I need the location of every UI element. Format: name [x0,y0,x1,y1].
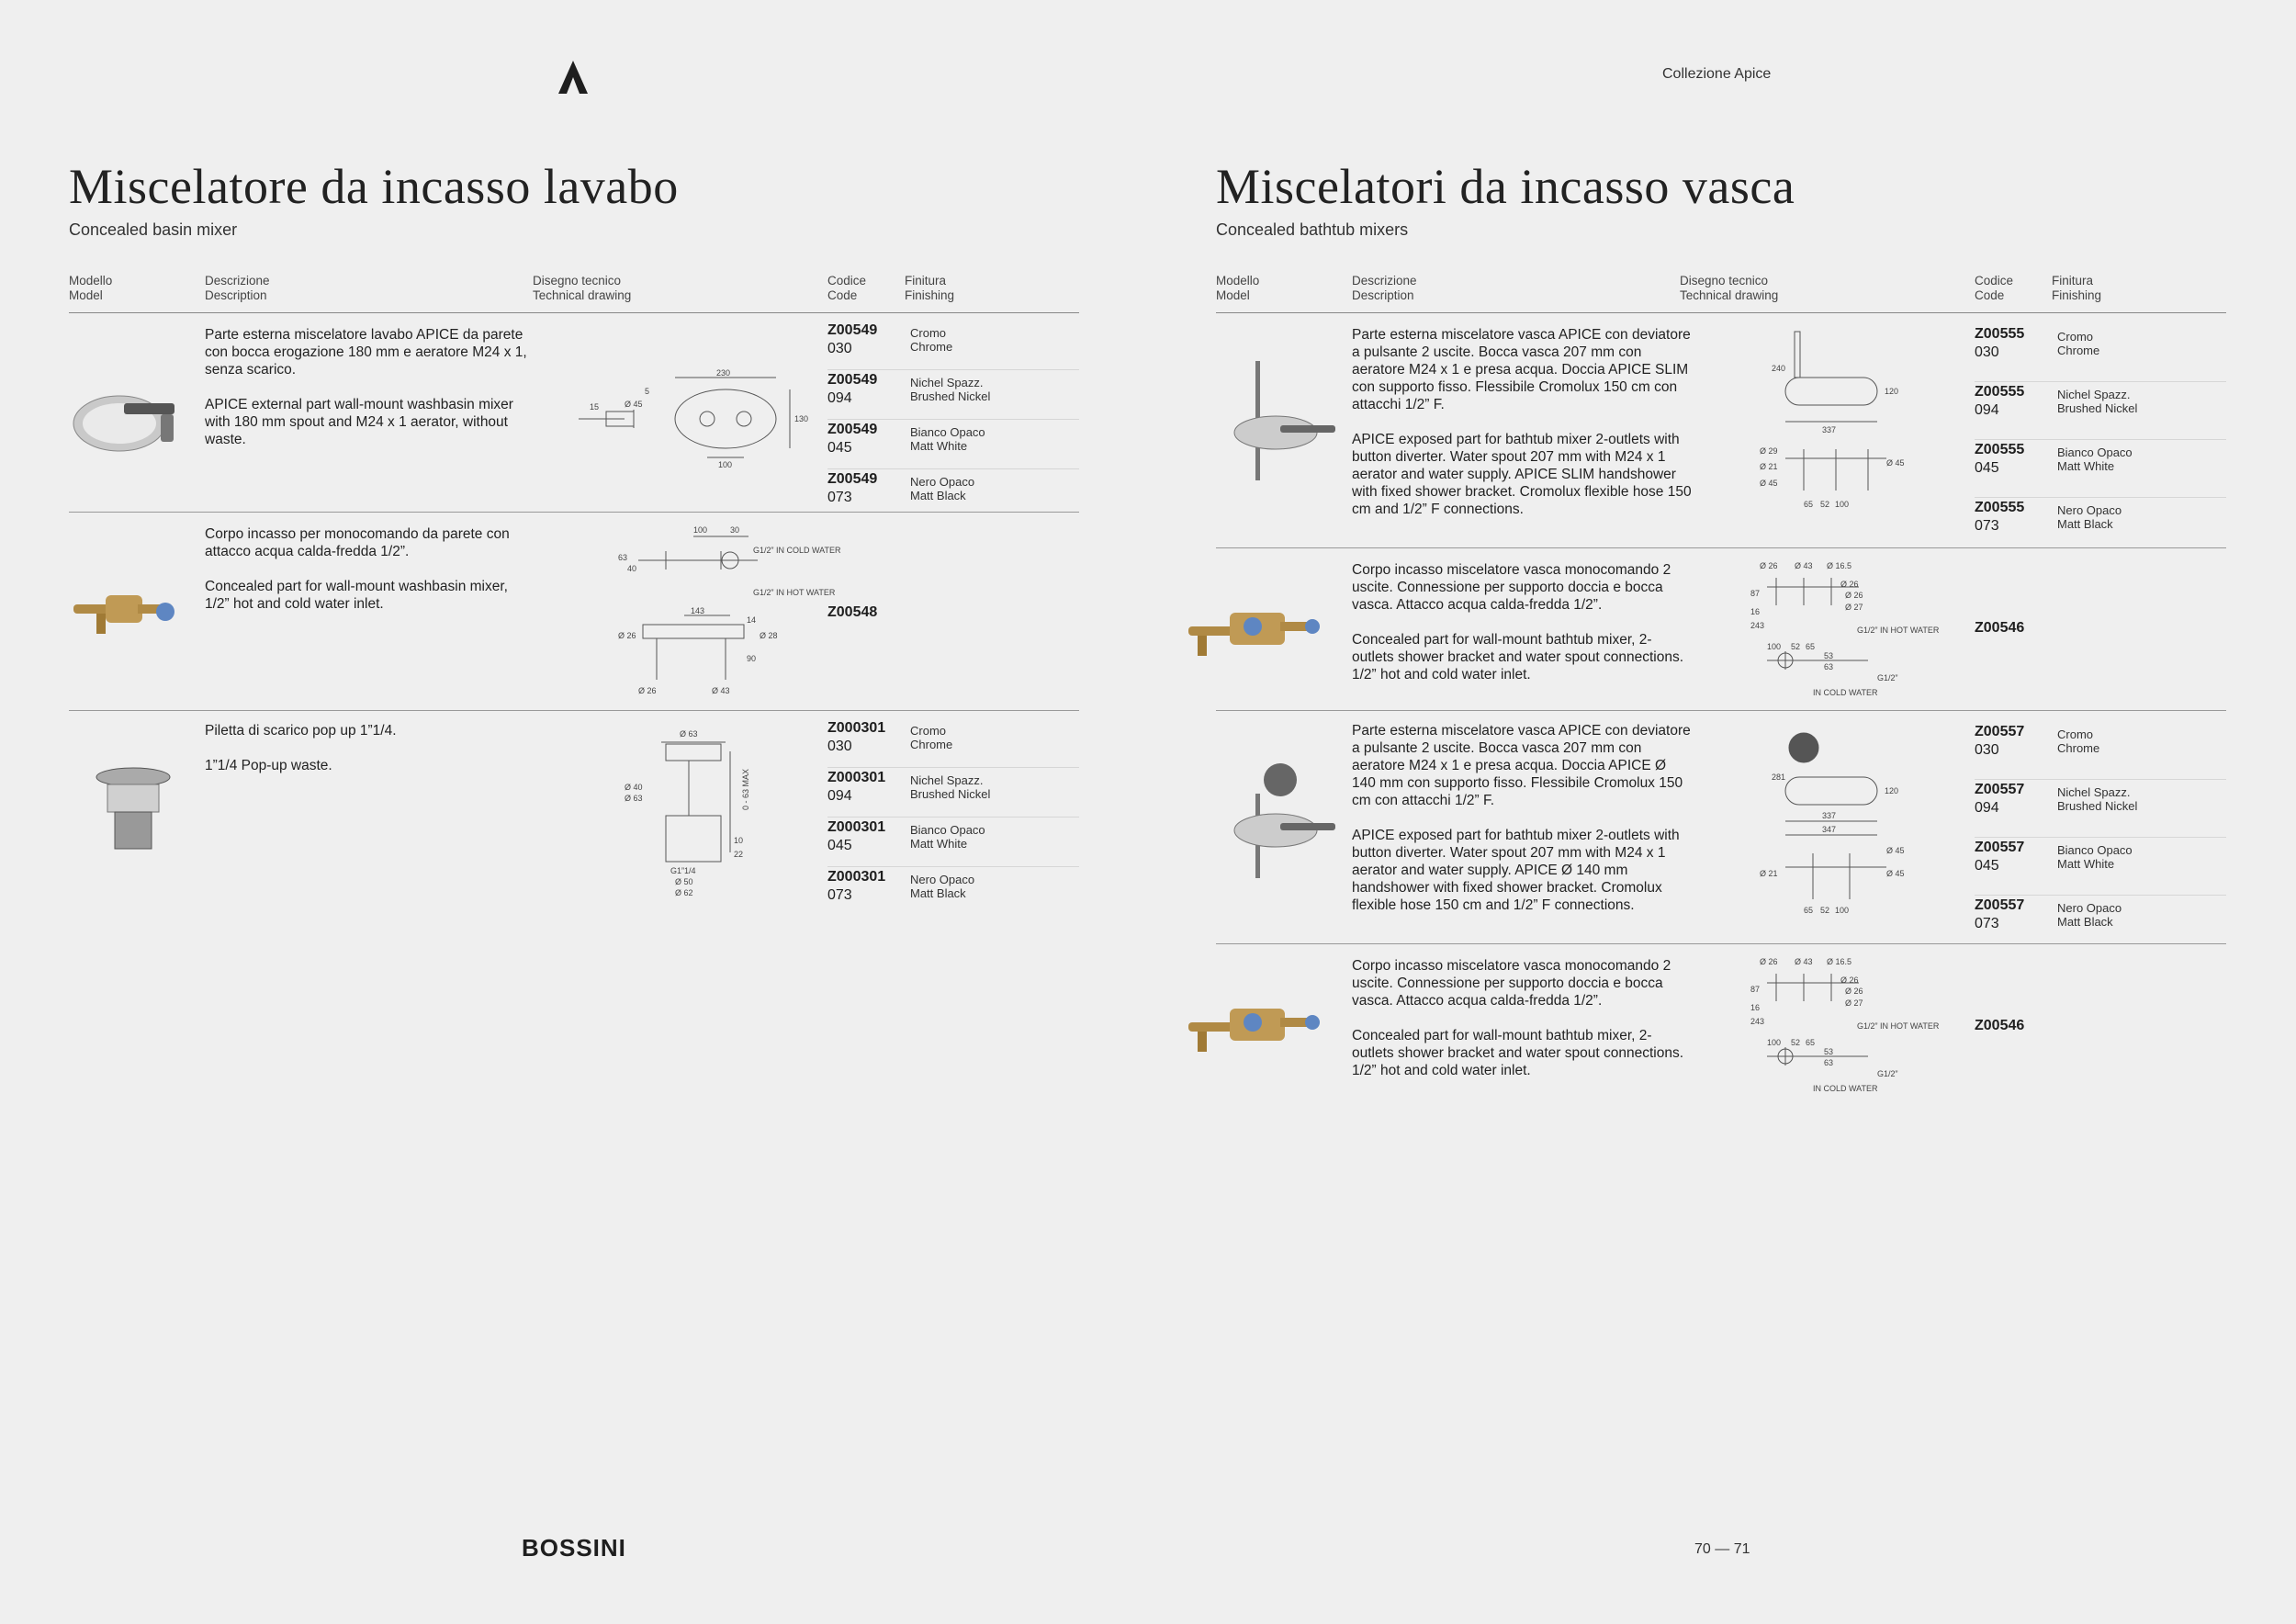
dim-label: Ø 26 [1840,976,1859,985]
column-header-drawing: Disegno tecnico Technical drawing [533,274,632,302]
popup-waste-image [87,766,197,858]
dim-label: IN COLD WATER [1813,688,1878,697]
bathtub-concealed-body-image [1184,590,1331,682]
row-description: Corpo incasso miscelatore vasca monocomando 2 uscite. Connessione per supporto doccia e bocca vasca. Attacco acqua calda-fredda 1/2”. Concealed part for wall-mount bathtub mixer, 2-outlets shower bracket and water spout connections. 1/2” hot and cold water inlet. [1352,562,1684,682]
column-header-code: Codice Code [1975,274,2014,302]
dim-label: 65 [1804,906,1814,915]
dim-label: Ø 26 [1845,987,1863,996]
page-title: Miscelatore da incasso lavabo [69,159,679,214]
code-cell: Z00557 030 Cromo Chrome [1975,722,2226,780]
dim-label: Ø 40 [625,783,643,792]
dim-label: 53 [1824,1047,1834,1056]
product-code: Z00546 [1975,1018,2025,1033]
dim-label: 243 [1750,621,1765,630]
page-numbers: 70 — 71 [1694,1541,1750,1557]
code-cell: Z000301 045 Bianco Opaco Matt White [827,818,1079,867]
column-header-drawing: Disegno tecnico Technical drawing [1680,274,1779,302]
column-header-description: Descrizione Description [1352,274,1417,302]
technical-drawing-5 [1749,559,1940,702]
dim-label: Ø 45 [1886,869,1905,878]
row-description: Parte esterna miscelatore vasca APICE con deviatore a pulsante 2 uscite. Bocca vasca 207 mm con aeratore M24 x 1 e presa acqua. Doccia APICE Ø 140 mm con supporto fisso. Flessibile Cromolux 150 cm con attacchi 1/2” F. APICE exposed part for bathtub mixer 2-outlets with button diverter. Water spout 207 mm with M24 x 1 aerator and water supply. APICE Ø 140 mm handshower with fixed shower bracket. Cromolux flexible hose 150 cm and 1/2” F connections. [1352,723,1691,913]
technical-drawing-6 [1758,729,1923,931]
dim-label: 337 [1822,811,1837,820]
dim-label: 347 [1822,825,1837,834]
dim-label: 243 [1750,1017,1765,1026]
concealed-body-image [69,568,179,660]
dim-label: 14 [747,615,757,625]
dim-label: Ø 45 [1886,458,1905,468]
dim-label: 100 [718,460,733,469]
dim-label: 10 [734,836,744,845]
table-row [1216,313,2226,548]
dim-label: G1/2” IN HOT WATER [1857,1021,1940,1031]
dim-label: G1/2” IN HOT WATER [753,588,836,597]
column-header-model: Modello Model [69,274,113,302]
dim-label: 87 [1750,589,1761,598]
table-row [69,513,1079,711]
row-description: Parte esterna miscelatore vasca APICE con deviatore a pulsante 2 uscite. Bocca vasca 207 mm con aeratore M24 x 1 e presa acqua. Doccia APICE SLIM con supporto fisso. Flessibile Cromolux 150 cm con attacchi 1/2” F. APICE exposed part for bathtub mixer 2-outlets with button diverter. Water spout 207 mm with M24 x 1 aerator and water supply. APICE SLIM handshower with fixed shower bracket. Cromolux flexible hose 150 cm and 1/2” F connections. [1352,327,1692,517]
code-cell: Z00555 073 Nero Opaco Matt Black [1975,500,2122,534]
bathtub-concealed-body-image [1184,986,1331,1077]
dim-label: Ø 27 [1845,998,1863,1008]
row-description: Parte esterna miscelatore lavabo APICE da parete con bocca erogazione 180 mm e aeratore M24 x 1, senza scarico. APICE external part wall-mount washbasin mixer with 180 mm spout and M24 x 1 aerator, without waste. [205,327,527,447]
code-cell: Z00557 045 Bianco Opaco Matt White [1975,838,2226,896]
dim-label: Ø 62 [675,888,693,897]
dim-label: IN COLD WATER [1813,1084,1878,1093]
dim-label: G1/2” [1877,1069,1898,1078]
dim-label: G1/2” IN COLD WATER [753,546,841,555]
brand-logo-icon [555,59,591,96]
dim-label: Ø 43 [1795,561,1813,570]
dim-label: Ø 26 [1840,580,1859,589]
washbasin-mixer-image [69,378,179,469]
code-cell: Z00555 030 Cromo Chrome [1975,324,2226,382]
code-cell: Z000301 073 Nero Opaco Matt Black [827,869,975,903]
dim-label: Ø 50 [675,877,693,886]
dim-label: 63 [1824,1058,1834,1067]
dim-label: 120 [1885,786,1899,795]
code-cell: Z00557 073 Nero Opaco Matt Black [1975,897,2122,931]
dim-label: Ø 21 [1760,462,1778,471]
dim-label: 240 [1772,364,1786,373]
dim-label: Ø 26 [1845,591,1863,600]
dim-label: Ø 26 [638,686,657,695]
dim-label: 130 [794,414,809,423]
dim-label: 63 [618,553,628,562]
brand-wordmark: BOSSINI [522,1534,626,1562]
technical-drawing-7 [1749,955,1940,1098]
dim-label: 281 [1772,773,1786,782]
dim-label: Ø 63 [625,794,643,803]
code-list [1975,324,2226,555]
dim-label: 90 [747,654,757,663]
dim-label: Ø 16.5 [1827,561,1852,570]
dim-label: Ø 45 [1760,479,1778,488]
dim-label: 52 [1820,906,1830,915]
dim-label: Ø 63 [680,729,698,739]
dim-label: 16 [1750,607,1761,616]
dim-label: 120 [1885,387,1899,396]
page-title: Miscelatori da incasso vasca [1216,159,1795,214]
dim-label: Ø 26 [1760,957,1778,966]
column-header-description: Descrizione Description [205,274,270,302]
dim-label: 100 [693,525,708,535]
code-cell: Z00549 094 Nichel Spazz. Brushed Nickel [827,370,1079,420]
dim-label: 100 [1767,1038,1782,1047]
dim-label: 40 [627,564,637,573]
row-description: Piletta di scarico pop up 1”1/4. 1”1/4 Pop-up waste. [205,723,397,773]
dim-label: Ø 28 [760,631,778,640]
page-subtitle: Concealed bathtub mixers [1216,220,1409,239]
dim-label: 100 [1835,906,1850,915]
dim-label: Ø 16.5 [1827,957,1852,966]
dim-label: 337 [1822,425,1837,434]
technical-drawing-3 [620,724,785,898]
code-cell: Z00557 094 Nichel Spazz. Brushed Nickel [1975,780,2226,838]
dim-label: Ø 26 [1760,561,1778,570]
dim-label: Ø 27 [1845,603,1863,612]
dim-label: 65 [1806,1038,1816,1047]
dim-label: G1/2” [1877,673,1898,682]
dim-label: Ø 29 [1760,446,1778,456]
code-cell: Z00549 045 Bianco Opaco Matt White [827,420,1079,469]
code-cell: Z00555 094 Nichel Spazz. Brushed Nickel [1975,382,2226,440]
dim-label: 52 [1791,1038,1801,1047]
dim-label: Ø 45 [625,400,643,409]
product-code: Z00546 [1975,620,2025,636]
dim-label: 52 [1791,642,1801,651]
dim-label: Ø 43 [1795,957,1813,966]
collection-label: Collezione Apice [1662,66,1772,82]
dim-label: 30 [730,525,740,535]
column-header-finishing: Finitura Finishing [2052,274,2102,302]
dim-label: G1”1/4 [670,866,696,875]
bathtub-mixer-140-image [1230,757,1340,885]
dim-label: Ø 21 [1760,869,1778,878]
row-description: Corpo incasso miscelatore vasca monocomando 2 uscite. Connessione per supporto doccia e bocca vasca. Attacco acqua calda-fredda 1/2”. Concealed part for wall-mount bathtub mixer, 2-outlets shower bracket and water spout connections. 1/2” hot and cold water inlet. [1352,958,1684,1078]
column-header-code: Codice Code [827,274,867,302]
code-cell: Z00555 045 Bianco Opaco Matt White [1975,440,2226,498]
dim-label: 63 [1824,662,1834,671]
dim-label: 100 [1835,500,1850,509]
technical-drawing-1 [569,368,845,469]
code-list [827,718,1079,916]
table-row [1216,548,2226,711]
dim-label: 143 [691,606,705,615]
column-header-model: Modello Model [1216,274,1260,302]
dim-label: 100 [1767,642,1782,651]
dim-label: 65 [1804,500,1814,509]
code-cell: Z000301 094 Nichel Spazz. Brushed Nickel [827,768,1079,818]
table-row [69,313,1079,513]
code-list [1975,722,2226,953]
table-row [1216,711,2226,944]
code-cell: Z00549 030 Cromo Chrome [827,321,1079,370]
table-row [1216,944,2226,1110]
product-code: Z00548 [827,604,878,620]
dim-label: Ø 43 [712,686,730,695]
dim-label: G1/2” IN HOT WATER [1857,626,1940,635]
code-cell: Z000301 030 Cromo Chrome [827,718,1079,768]
page-subtitle: Concealed basin mixer [69,220,238,239]
row-description: Corpo incasso per monocomando da parete con attacco acqua calda-fredda 1/2”. Concealed part for wall-mount washbasin mixer, 1/2” hot and cold water inlet. [205,526,510,612]
technical-drawing-4 [1758,330,1923,527]
dim-label: 65 [1806,642,1816,651]
technical-drawing-2 [602,524,859,698]
dim-label: Ø 26 [618,631,636,640]
dim-label: 53 [1824,651,1834,660]
dim-label: 0 - 63 MAX [741,768,750,810]
dim-label: 15 [590,402,600,412]
dim-label: 52 [1820,500,1830,509]
code-cell: Z00549 073 Nero Opaco Matt Black [827,471,975,505]
dim-label: 5 [645,387,650,396]
dim-label: 16 [1750,1003,1761,1012]
dim-label: 230 [716,368,731,378]
dim-label: Ø 45 [1886,846,1905,855]
dim-label: 87 [1750,985,1761,994]
table-row [69,711,1079,913]
column-header-finishing: Finitura Finishing [905,274,955,302]
dim-label: 22 [734,850,744,859]
bathtub-mixer-slim-image [1230,359,1340,488]
code-list [827,321,1079,518]
